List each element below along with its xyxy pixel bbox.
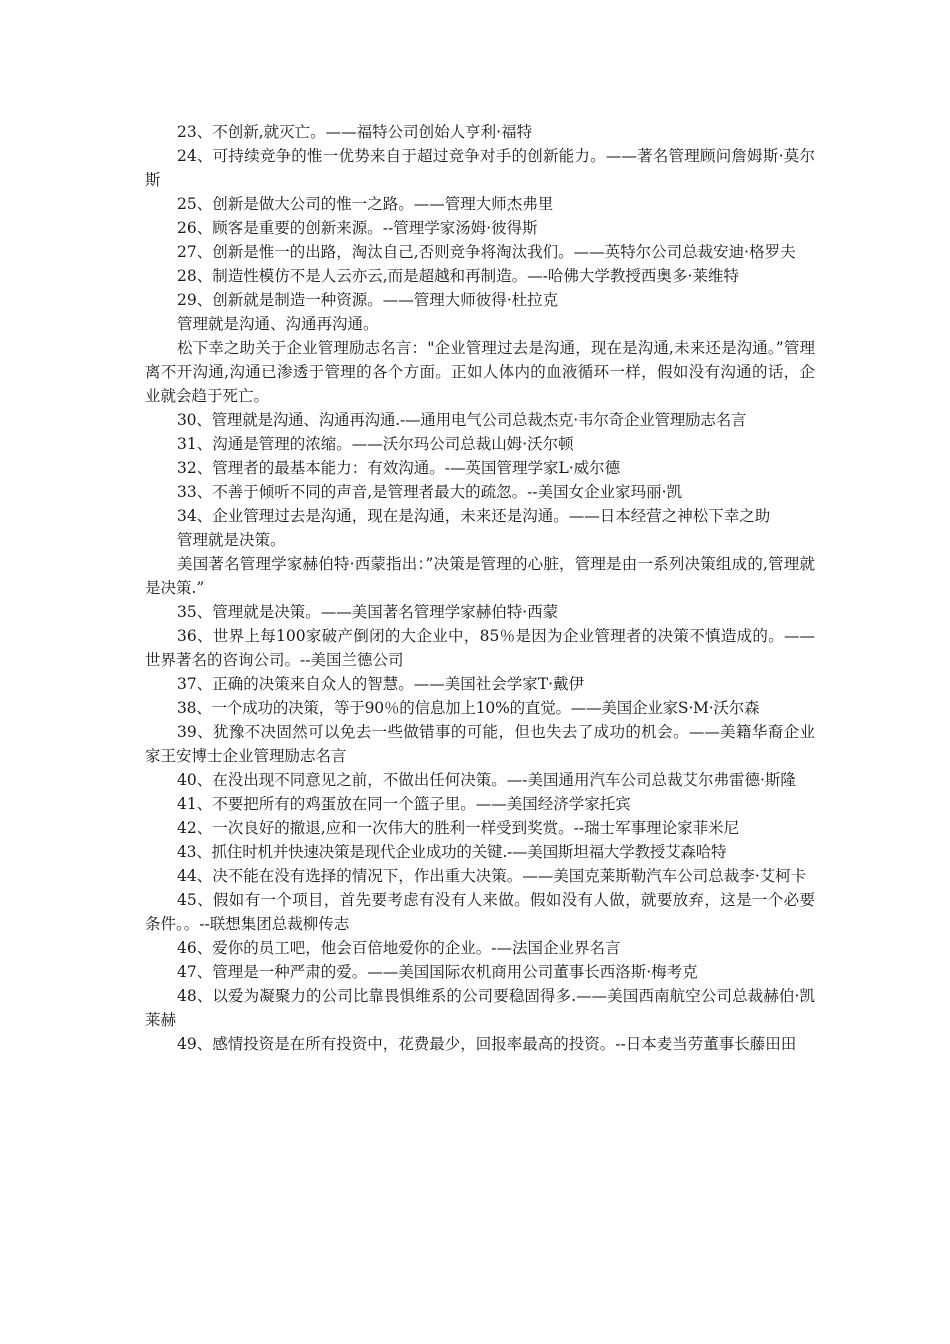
paragraph: 23、不创新,就灭亡。——福特公司创始人亨利·福特 — [177, 123, 533, 141]
paragraph: 31、沟通是管理的浓缩。——沃尔玛公司总裁山姆·沃尔顿 — [177, 435, 574, 453]
paragraph: 48、以爱为凝聚力的公司比靠畏惧维系的公司要稳固得多.——美国西南航空公司总裁赫伯·凯莱赫 — [145, 987, 815, 1029]
paragraph: 40、在没出现不同意见之前，不做出任何决策。—-美国通用汽车公司总裁艾尔弗雷德·斯隆 — [177, 771, 796, 789]
paragraph: 49、感情投资是在所有投资中，花费最少，回报率最高的投资。--日本麦当劳董事长藤田田 — [177, 1035, 797, 1053]
paragraph: 42、一次良好的撤退,应和一次伟大的胜利一样受到奖赏。--瑞士军事理论家菲米尼 — [177, 819, 740, 837]
paragraph: 43、抓住时机并快速决策是现代企业成功的关键.-—美国斯坦福大学教授艾森哈特 — [177, 843, 727, 861]
paragraph: 25、创新是做大公司的惟一之路。——管理大师杰弗里 — [177, 195, 554, 213]
section-heading: 管理就是决策。 — [177, 531, 286, 549]
paragraph: 34、企业管理过去是沟通，现在是沟通，未来还是沟通。——日本经营之神松下幸之助 — [177, 507, 771, 525]
paragraph: 32、管理者的最基本能力：有效沟通。-—英国管理学家L·威尔德 — [177, 459, 621, 477]
paragraph: 松下幸之助关于企业管理励志名言："企业管理过去是沟通，现在是沟通,未来还是沟通。”管理离不开沟通,沟通已渗透于管理的各个方面。正如人体内的血液循环一样，假如没有沟通的话，企业就会趋于死亡。 — [145, 339, 815, 405]
paragraph: 33、不善于倾听不同的声音,是管理者最大的疏忽。--美国女企业家玛丽·凯 — [177, 483, 683, 501]
paragraph: 28、制造性模仿不是人云亦云,而是超越和再制造。—-哈佛大学教授西奥多·莱维特 — [177, 267, 739, 285]
paragraph: 27、创新是惟一的出路，淘汰自己,否则竞争将淘汰我们。——英特尔公司总裁安迪·格罗夫 — [177, 243, 796, 261]
paragraph: 46、爱你的员工吧，他会百倍地爱你的企业。-—法国企业界名言 — [177, 939, 621, 957]
paragraph: 38、一个成功的决策，等于90％的信息加上10%的直觉。——美国企业家S·M·沃尔森 — [177, 699, 760, 717]
paragraph: 39、犹豫不决固然可以免去一些做错事的可能，但也失去了成功的机会。——美籍华裔企业家王安博士企业管理励志名言 — [145, 723, 815, 765]
paragraph: 24、可持续竞争的惟一优势来自于超过竞争对手的创新能力。——著名管理顾问詹姆斯·莫尔斯 — [145, 147, 815, 189]
paragraph: 44、决不能在没有选择的情况下，作出重大决策。——美国克莱斯勒汽车公司总裁李·艾柯卡 — [177, 867, 807, 885]
paragraph: 30、管理就是沟通、沟通再沟通.-—通用电气公司总裁杰克·韦尔奇企业管理励志名言 — [177, 411, 747, 429]
paragraph: 29、创新就是制造一种资源。——管理大师彼得·杜拉克 — [177, 291, 559, 309]
paragraph: 26、顾客是重要的创新来源。--管理学家汤姆·彼得斯 — [177, 219, 538, 237]
paragraph: 美国著名管理学家赫伯特·西蒙指出：”决策是管理的心脏，管理是由一系列决策组成的,管理就是决策.” — [145, 555, 815, 597]
paragraph: 41、不要把所有的鸡蛋放在同一个篮子里。——美国经济学家托宾 — [177, 795, 631, 813]
paragraph: 37、正确的决策来自众人的智慧。——美国社会学家T·戴伊 — [177, 675, 584, 693]
document-page — [145, 120, 815, 1056]
paragraph: 47、管理是一种严肃的爱。——美国国际农机商用公司董事长西洛斯·梅考克 — [177, 963, 698, 981]
section-heading: 管理就是沟通、沟通再沟通。 — [177, 315, 379, 333]
paragraph: 35、管理就是决策。——美国著名管理学家赫伯特·西蒙 — [177, 603, 559, 621]
paragraph: 36、世界上每100家破产倒闭的大企业中，85％是因为企业管理者的决策不慎造成的。——世界著名的咨询公司。--美国兰德公司 — [145, 627, 815, 669]
paragraph: 45、假如有一个项目，首先要考虑有没有人来做。假如没有人做，就要放弃，这是一个必要条件。。--联想集团总裁柳传志 — [145, 891, 815, 933]
